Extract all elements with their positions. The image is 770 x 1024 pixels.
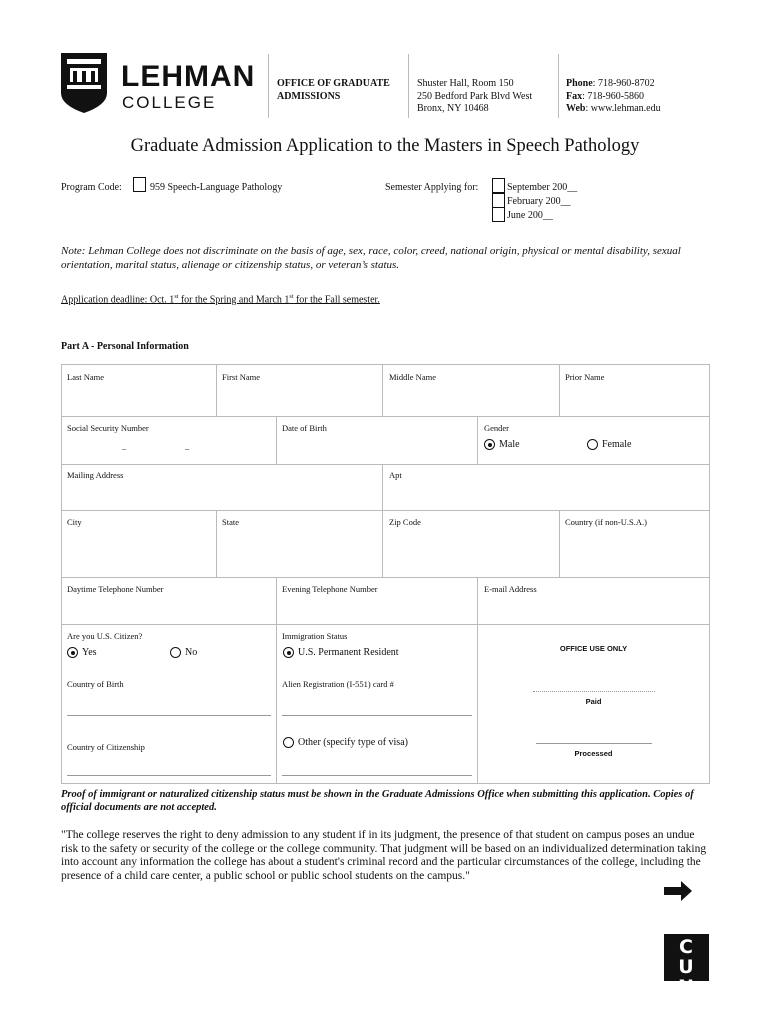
middle-name-field[interactable] (383, 365, 560, 417)
state-label: State (222, 517, 239, 527)
office-use-section (478, 625, 709, 783)
alien-registration-label: Alien Registration (I-551) card # (282, 679, 394, 689)
mailing-address-field[interactable] (62, 465, 383, 511)
semester-checkbox-february[interactable] (492, 193, 505, 208)
daytime-phone-label: Daytime Telephone Number (67, 584, 164, 594)
cuny-logo (664, 934, 709, 1018)
mailing-address-label: Mailing Address (67, 470, 124, 480)
immigration-section (277, 625, 478, 783)
first-name-label: First Name (222, 372, 261, 382)
first-name-field[interactable] (217, 365, 383, 417)
section-heading-part-a: Part A - Personal Information (61, 341, 189, 352)
next-page-arrow-icon[interactable] (664, 881, 692, 901)
application-deadline: Application deadline: Oct. 1st for the Spring and March 1st for the Fall semester. (61, 294, 380, 306)
paid-label: Paid (585, 697, 602, 706)
fax-line: Fax: 718-960-5860 (566, 90, 645, 102)
perm-resident-radio[interactable] (283, 647, 294, 658)
personal-info-form (61, 364, 710, 784)
citizen-no-radio[interactable] (170, 647, 181, 658)
program-code-label: Program Code: (61, 182, 122, 193)
gender-male-radio[interactable] (484, 439, 495, 450)
apt-field[interactable] (383, 465, 709, 511)
processed-label: Processed (574, 749, 613, 758)
paid-line (533, 691, 655, 692)
evening-phone-label: Evening Telephone Number (282, 584, 378, 594)
other-visa-label: Other (specify type of visa) (298, 737, 408, 748)
gender-male-label: Male (499, 439, 520, 450)
lehman-shield-logo (61, 53, 107, 113)
citizen-no-label: No (185, 647, 198, 658)
dob-label: Date of Birth (282, 423, 327, 433)
office-use-label: OFFICE USE ONLY (559, 644, 628, 653)
phone-line: Phone: 718-960-8702 (566, 78, 655, 89)
zip-field[interactable] (383, 511, 560, 578)
prior-name-label: Prior Name (565, 372, 605, 382)
daytime-phone-field[interactable] (62, 578, 277, 625)
citizenship-proof-notice: Proof of immigrant or naturalized citizenship status must be shown in the Graduate Admissions Office when submitting this application. Copies of official documents are not accepted. (61, 789, 694, 813)
middle-name-label: Middle Name (389, 372, 436, 382)
evening-phone-field[interactable] (277, 578, 478, 625)
country-of-birth-label: Country of Birth (67, 679, 124, 689)
city-label: City (67, 517, 82, 527)
admission-policy-statement: "The college reserves the right to deny admission to any student if in its judgment, the presence of that student on campus poses an undue risk to the safety or security of the college or the college community. That judgment will be based on an individualized determination taking into account any information the college has about a student's criminal record and the particular circumstances of the college, including the presence of a child care center, a public school or public school students on the campus." (61, 829, 707, 882)
dob-field[interactable] (277, 417, 478, 465)
perm-resident-label: U.S. Permanent Resident (298, 647, 399, 658)
semester-option-june: June 200__ (507, 210, 553, 221)
processed-line (536, 743, 652, 744)
ssn-separator-1: _ (122, 441, 127, 451)
gender-field (478, 417, 709, 465)
last-name-label: Last Name (67, 372, 105, 382)
citizen-question-label: Are you U.S. Citizen? (67, 631, 143, 641)
country-of-birth-input[interactable] (67, 715, 271, 716)
semester-option-february: February 200__ (507, 196, 571, 207)
semester-label: Semester Applying for: (385, 182, 479, 193)
citizenship-section (62, 625, 277, 783)
office-title (277, 78, 390, 103)
program-checkbox[interactable] (133, 177, 146, 192)
citizen-yes-label: Yes (82, 647, 97, 658)
alien-registration-input[interactable] (282, 715, 472, 716)
state-field[interactable] (217, 511, 383, 578)
semester-option-september: September 200__ (507, 182, 578, 193)
non-discrimination-note: Note: Lehman College does not discriminate on the basis of age, sex, race, color, creed, national origin, physical or mental disability, sexual orientation, marital status, alienage or citizenship status, or veteran’s status. (61, 245, 681, 271)
city-field[interactable] (62, 511, 217, 578)
email-field[interactable] (478, 578, 709, 625)
citizen-yes-radio[interactable] (67, 647, 78, 658)
address-line3: Bronx, NY 10468 (417, 103, 489, 114)
logo-wordmark-college: COLLEGE (122, 93, 217, 112)
cuny-logo-text: CUNY (678, 936, 695, 1018)
page-title: Graduate Admission Application to the Masters in Speech Pathology (130, 136, 640, 156)
program-option-label: 959 Speech-Language Pathology (150, 182, 283, 193)
immigration-status-label: Immigration Status (282, 631, 348, 641)
other-visa-radio[interactable] (283, 737, 294, 748)
logo-wordmark-lehman: LEHMAN (121, 60, 256, 93)
office-address (417, 78, 532, 116)
office-contact (566, 78, 661, 116)
ssn-label: Social Security Number (67, 423, 149, 433)
country-field[interactable] (560, 511, 709, 578)
web-line: Web: www.lehman.edu (566, 103, 661, 114)
address-line2: 250 Bedford Park Blvd West (417, 90, 533, 102)
gender-female-radio[interactable] (587, 439, 598, 450)
prior-name-field[interactable] (560, 365, 709, 417)
semester-checkbox-june[interactable] (492, 207, 505, 222)
other-visa-input[interactable] (282, 775, 472, 776)
email-label: E-mail Address (484, 584, 537, 594)
office-title-line2: ADMISSIONS (277, 90, 341, 102)
gender-female-label: Female (602, 439, 632, 450)
country-label: Country (if non-U.S.A.) (565, 517, 647, 527)
country-of-citizenship-label: Country of Citizenship (67, 742, 145, 752)
ssn-separator-2: _ (185, 441, 190, 451)
zip-label: Zip Code (389, 517, 421, 527)
apt-label: Apt (389, 470, 402, 480)
semester-checkbox-september[interactable] (492, 178, 505, 193)
last-name-field[interactable] (62, 365, 217, 417)
gender-label: Gender (484, 423, 510, 433)
ssn-field[interactable] (62, 417, 277, 465)
country-of-citizenship-input[interactable] (67, 775, 271, 776)
office-title-line1: OFFICE OF GRADUATE (277, 78, 390, 89)
address-line1: Shuster Hall, Room 150 (417, 78, 514, 89)
